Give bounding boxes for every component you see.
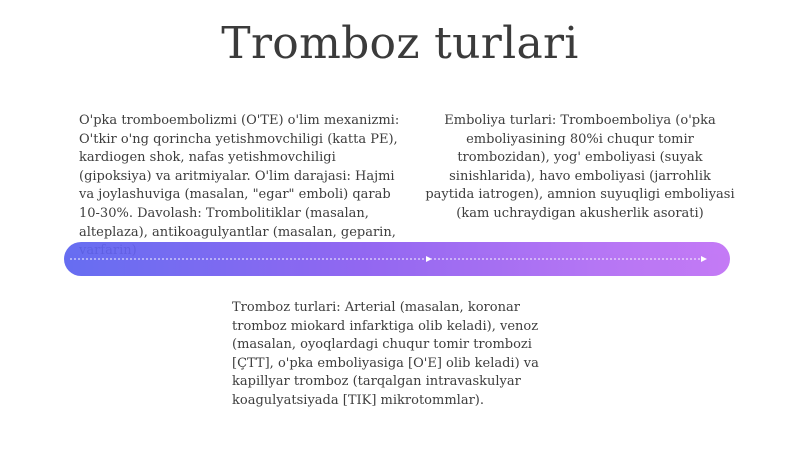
text-block-left: O'pka tromboembolizmi (O'TE) o'lim mexanizmi: O'tkir o'ng qorincha yetishmovchiligi (katta PE), kardiogen shok, nafas yetishmovchiligi (gipoksiya) va aritmiyalar. O'lim darajasi: Hajmi va joylashuviga (masalan, "egar" emboli) qarab 10-30%. Davolash: Trombolitiklar (masalan, alteplaza), antikoagulyantlar (masalan, geparin, bbox=[79, 113, 400, 240]
text-block-bottom: Tromboz turlari: Arterial (masalan, koronar tromboz miokard infarktiga olib keladi), venoz (masalan, oyoqlardagi chuqur tomir trombozi [ÇTT], o'pka emboliyasiga [O'E] olib keladi) va kapillyar tromboz (tarqalgan intravaskulyar koagulyatsiyada [TIK] mikrotommlar). bbox=[232, 300, 539, 408]
timeline-bar bbox=[64, 242, 730, 276]
timeline-arrows bbox=[64, 242, 730, 276]
text-block-right: Emboliya turlari: Tromboemboliya (o'pka emboliyasining 80%i chuqur tomir trombozidan), yog' emboliyasi (suyak sinishlarida), havo emboliyasi (jarrohlik paytida iatrogen), amnion suyuqligi emboliyasi (kam uchraydigan akusherlik asorati) bbox=[425, 113, 735, 221]
page-title: Tromboz turlari bbox=[221, 18, 579, 69]
arrow-head-end bbox=[701, 256, 707, 262]
arrow-head-middle bbox=[426, 256, 432, 262]
